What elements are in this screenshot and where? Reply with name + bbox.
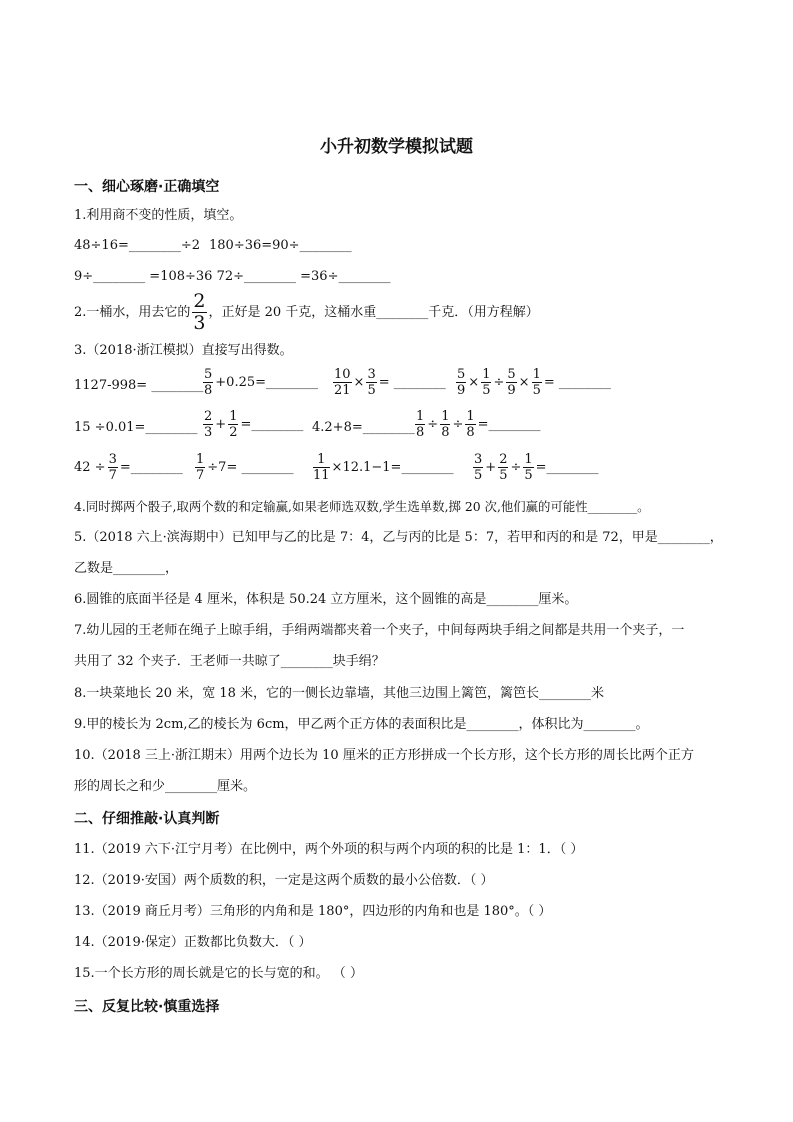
frac-denominator: 5	[524, 468, 533, 483]
question-9: 9.甲的棱长为 2cm,乙的棱长为 6cm，甲乙两个正方体的表面积比是________，体积比为________。	[74, 717, 649, 732]
section-heading-2: 二、仔细推敲·认真判断	[74, 811, 220, 827]
frac-denominator: 7	[108, 468, 117, 483]
frac-numerator: 2	[499, 452, 508, 467]
fraction	[440, 410, 450, 439]
question-2-pre: 2.一桶水，用去它的	[74, 305, 191, 320]
operator: ÷	[493, 375, 505, 390]
frac-numerator: 1	[416, 409, 425, 424]
question-14: 14.（2019·保定）正数都比负数大．（ ）	[74, 935, 312, 950]
frac-numerator: 5	[204, 367, 213, 382]
operator: +	[215, 417, 227, 432]
frac-numerator: 1	[466, 409, 475, 424]
q3-r2-c4	[413, 410, 541, 439]
expr-rest: = ________	[543, 375, 611, 390]
fraction	[108, 453, 118, 482]
frac-numerator: 5	[457, 367, 466, 382]
fraction	[333, 368, 352, 397]
frac-denominator: 3	[204, 425, 213, 440]
frac-numerator: 1	[196, 452, 205, 467]
q3-r3-c1	[74, 453, 183, 482]
frac-denominator: 5	[367, 383, 376, 398]
frac-denominator: 5	[482, 383, 491, 398]
page-title: 小升初数学模拟试题	[320, 137, 473, 157]
expr-rest: =________	[119, 460, 183, 475]
question-2	[74, 292, 539, 333]
question-10-line1: 10.（2018 三上·浙江期末）用两个边长为 10 厘米的正方形拼成一个长方形，这个长方形的周长比两个正方	[74, 748, 694, 763]
question-12: 12.（2019·安国）两个质数的积，一定是这两个质数的最小公倍数．（ ）	[74, 873, 494, 888]
expr-rest: ÷7= ________	[207, 460, 294, 475]
expr-rest: =________	[535, 460, 599, 475]
q3-r1-c1: 1127-998= ________	[74, 378, 204, 393]
question-1-line1a: 48÷16=________÷2	[74, 238, 201, 253]
operator: ×	[468, 375, 480, 390]
expr-rest: ×12.1−1=________	[331, 460, 454, 475]
expr-rest: =________	[240, 417, 304, 432]
fraction	[313, 453, 330, 482]
question-5-line1: 5.（2018 六上·滨海期中）已知甲与乙的比是 7：4，乙与丙的比是 5：7，若甲和丙的和是 72，甲是________，	[74, 530, 723, 545]
frac-denominator: 8	[441, 425, 450, 440]
fraction	[456, 368, 466, 397]
frac-numerator: 10	[334, 367, 351, 382]
section-heading-1: 一、细心琢磨·正确填空	[74, 179, 220, 195]
fraction	[498, 453, 508, 482]
q3-r1-c3	[331, 368, 446, 397]
expr-pre: 42 ÷	[74, 460, 106, 475]
frac-denominator: 21	[334, 383, 351, 398]
fraction	[523, 453, 533, 482]
frac-denominator: 7	[196, 468, 205, 483]
frac-numerator: 3	[108, 452, 117, 467]
frac-numerator: 2	[193, 290, 206, 312]
q3-r3-c2	[193, 453, 293, 482]
frac-numerator: 1	[532, 367, 541, 382]
frac-numerator: 1	[313, 453, 330, 468]
q3-r2-c2	[201, 410, 303, 439]
frac-denominator: 11	[313, 468, 330, 483]
expr-rest: +0.25=________	[215, 375, 319, 390]
question-6: 6.圆锥的底面半径是 4 厘米，体积是 50.24 立方厘米，这个圆锥的高是________厘米。	[74, 592, 578, 607]
q3-r3-c4	[471, 453, 599, 482]
fraction	[415, 410, 425, 439]
fraction	[532, 368, 542, 397]
expr-rest: = ________	[378, 375, 446, 390]
frac-denominator: 8	[416, 425, 425, 440]
fraction-two-thirds	[192, 292, 206, 333]
operator: ÷	[510, 460, 522, 475]
operator: ÷	[427, 417, 439, 432]
fraction	[195, 453, 205, 482]
question-1-stem: 1.利用商不变的性质，填空。	[74, 208, 243, 223]
q3-r3-c3	[311, 453, 453, 482]
frac-denominator: 9	[507, 383, 516, 398]
question-1-line1b: 180÷36=90÷________	[209, 238, 352, 253]
frac-numerator: 1	[229, 409, 238, 424]
fraction	[473, 453, 483, 482]
operator: ÷	[452, 417, 464, 432]
question-1-line2: 9÷________ =108÷36 72÷________ =36÷________	[74, 269, 391, 284]
q3-r1-c2	[201, 368, 318, 397]
q3-r2-c3: 4.2+8=________	[312, 420, 415, 435]
question-13: 13.（2019 商丘月考）三角形的内角和是 180°，四边形的内角和也是 180°。（ ）	[74, 904, 552, 919]
fraction	[203, 410, 213, 439]
frac-numerator: 1	[524, 452, 533, 467]
frac-numerator: 2	[204, 409, 213, 424]
frac-denominator: 3	[193, 312, 206, 334]
question-4: 4.同时掷两个骰子,取两个数的和定输赢,如果老师选双数,学生选单数,掷 20 次,他们赢的可能性________。	[74, 499, 650, 514]
frac-denominator: 8	[204, 383, 213, 398]
fraction	[228, 410, 238, 439]
fraction	[506, 368, 516, 397]
frac-numerator: 1	[482, 367, 491, 382]
frac-denominator: 2	[229, 425, 238, 440]
frac-denominator: 8	[466, 425, 475, 440]
question-5-line2: 乙数是________，	[74, 561, 179, 576]
operator: ×	[518, 375, 530, 390]
frac-denominator: 5	[532, 383, 541, 398]
question-7-line1: 7.幼儿园的王老师在绳子上晾手绢，手绢两端都夹着一个夹子，中间每两块手绢之间都是共用一个夹子，一	[74, 623, 685, 638]
fraction	[203, 368, 213, 397]
frac-numerator: 1	[441, 409, 450, 424]
fraction	[481, 368, 491, 397]
frac-numerator: 3	[474, 452, 483, 467]
question-15: 15.一个长方形的周长就是它的长与宽的和。 （ ）	[74, 966, 363, 981]
fraction	[366, 368, 376, 397]
frac-denominator: 5	[499, 468, 508, 483]
frac-denominator: 5	[474, 468, 483, 483]
q3-r1-c4	[454, 368, 611, 397]
question-11: 11.（2019 六下·江宁月考）在比例中，两个外项的积与两个内项的积的比是 1：1．（ ）	[74, 842, 584, 857]
question-10-line2: 形的周长之和少________厘米。	[74, 779, 257, 794]
operator: +	[485, 460, 497, 475]
question-8: 8.一块菜地长 20 米，宽 18 米，它的一侧长边靠墙，其他三边围上篱笆，篱笆长________米	[74, 686, 605, 701]
operator: ×	[353, 375, 365, 390]
question-3-stem: 3.（2018·浙江模拟）直接写出得数。	[74, 343, 293, 358]
question-2-post: ，正好是 20 千克，这桶水重________千克．（用方程解）	[208, 305, 539, 320]
section-heading-3: 三、反复比较·慎重选择	[74, 999, 220, 1015]
q3-r2-c1: 15 ÷0.01=________	[74, 420, 198, 435]
frac-denominator: 9	[457, 383, 466, 398]
frac-numerator: 3	[367, 367, 376, 382]
question-7-line2: 共用了 32 个夹子．王老师一共晾了________块手绢？	[74, 654, 385, 669]
fraction	[465, 410, 475, 439]
expr-rest: =________	[477, 417, 541, 432]
frac-numerator: 5	[507, 367, 516, 382]
